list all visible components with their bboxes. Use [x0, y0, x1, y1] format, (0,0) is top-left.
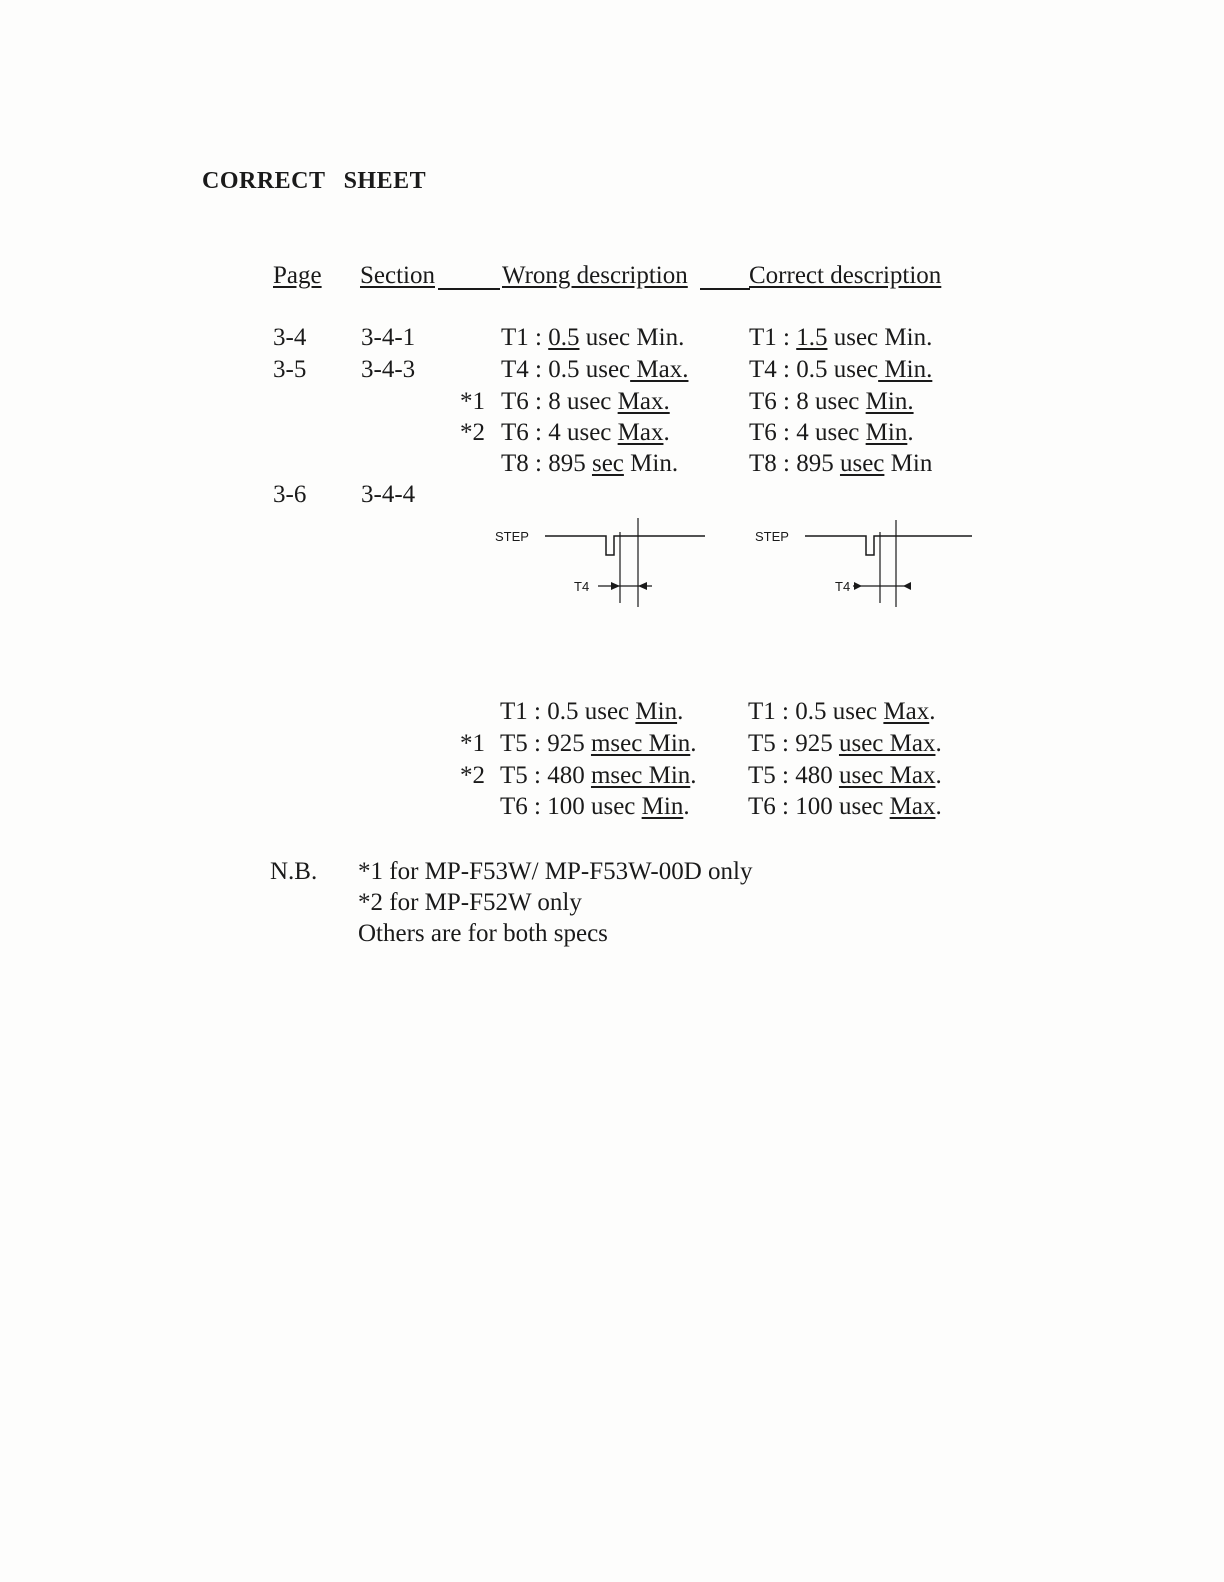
desc-underlined-text: Max — [617, 419, 664, 446]
row-section: 3-4-3 — [361, 356, 416, 383]
row-wrong-description — [500, 793, 690, 821]
desc-underlined-text: sec — [591, 450, 624, 477]
header-correct-description: Correct description — [749, 262, 942, 289]
note-line: Others are for both specs — [358, 920, 608, 947]
row-footnote-mark: *2 — [460, 419, 485, 446]
desc-underlined-text: Min — [865, 419, 908, 446]
desc-text: . — [935, 730, 942, 757]
step-timing-diagram-wrong — [490, 515, 715, 610]
row-section: 3-4-1 — [361, 324, 416, 351]
desc-text: T5 : 925 — [748, 730, 839, 757]
desc-text: T1 : — [749, 324, 797, 351]
row-footnote-mark: *2 — [460, 762, 485, 789]
note-line: *1 for MP-F53W/ MP-F53W-00D only — [358, 858, 753, 885]
desc-underlined-text: msec Min — [590, 762, 691, 789]
desc-text: T6 : 100 usec — [500, 793, 642, 820]
desc-underlined-text: usec Max — [838, 762, 936, 789]
row-wrong-description — [501, 356, 688, 384]
header-underline-gap — [700, 288, 750, 290]
row-correct-description — [748, 762, 942, 790]
desc-underlined-text: Max — [883, 698, 930, 725]
arrowhead — [854, 582, 862, 590]
desc-underlined-text: Min. — [878, 356, 933, 383]
desc-underlined-text: Min — [641, 793, 684, 820]
step-waveform — [545, 536, 705, 555]
row-footnote-mark: *1 — [460, 388, 485, 415]
desc-text: . — [935, 793, 942, 820]
desc-underlined-text: Min. — [865, 388, 914, 415]
note-line: *2 for MP-F52W only — [358, 889, 582, 916]
row-wrong-description — [501, 419, 670, 447]
desc-text: T6 : 8 usec — [501, 388, 618, 415]
header-underline-gap — [438, 288, 500, 290]
header-wrong-description: Wrong description — [502, 262, 688, 289]
arrowhead — [638, 582, 647, 590]
desc-text: . — [907, 419, 914, 446]
desc-text: T4 : 0.5 usec — [749, 356, 879, 383]
row-correct-description — [749, 324, 932, 352]
desc-text: . — [690, 730, 697, 757]
desc-text: T6 : 100 usec — [748, 793, 890, 820]
desc-underlined-text: usec Max — [838, 730, 936, 757]
row-wrong-description — [501, 388, 670, 416]
desc-underlined-text: Min — [635, 698, 678, 725]
row-page: 3-4 — [273, 324, 307, 351]
desc-text: . — [663, 419, 670, 446]
desc-text: T1 : 0.5 usec — [748, 698, 884, 725]
row-wrong-description — [500, 730, 697, 758]
desc-underlined-text: msec Min — [590, 730, 691, 757]
desc-underlined-text: Max. — [617, 388, 670, 415]
desc-text: T1 : — [501, 324, 549, 351]
row-correct-description — [749, 419, 914, 447]
desc-text: T8 : 895 — [749, 450, 840, 477]
row-wrong-description — [501, 450, 678, 478]
row-page: 3-5 — [273, 356, 307, 383]
desc-underlined-text: Max. — [630, 356, 689, 383]
diagram-step-label: STEP — [495, 529, 529, 544]
row-correct-description — [748, 730, 942, 758]
row-wrong-description — [500, 698, 683, 726]
desc-text: T1 : 0.5 usec — [500, 698, 636, 725]
desc-text: T6 : 8 usec — [749, 388, 866, 415]
desc-text: . — [683, 793, 690, 820]
row-correct-description — [749, 356, 932, 384]
desc-text: usec Min. — [579, 324, 685, 351]
row-page: 3-6 — [273, 481, 307, 508]
desc-text: T5 : 925 — [500, 730, 591, 757]
desc-text: Min. — [623, 450, 679, 477]
row-correct-description — [749, 450, 932, 478]
diagram-t4-label: T4 — [835, 579, 851, 594]
notes-label: N.B. — [270, 858, 318, 885]
arrowhead — [611, 582, 620, 590]
row-correct-description — [748, 793, 942, 821]
desc-text: T4 : 0.5 usec — [501, 356, 631, 383]
step-timing-diagram-correct — [750, 515, 975, 610]
header-section: Section — [360, 262, 435, 289]
desc-text: . — [677, 698, 684, 725]
desc-text: T5 : 480 — [748, 762, 839, 789]
desc-text: T6 : 4 usec — [749, 419, 866, 446]
row-wrong-description — [500, 762, 697, 790]
desc-underlined-text: 0.5 — [548, 324, 580, 351]
header-page: Page — [273, 262, 322, 289]
step-waveform — [805, 536, 972, 555]
row-correct-description — [748, 698, 935, 726]
row-footnote-mark: *1 — [460, 730, 485, 757]
desc-underlined-text: 1.5 — [796, 324, 828, 351]
desc-text: . — [690, 762, 697, 789]
page-title: CORRECT SHEET — [202, 168, 427, 194]
desc-text: Min — [884, 450, 933, 477]
diagram-step-label: STEP — [755, 529, 789, 544]
diagram-t4-label: T4 — [574, 579, 590, 594]
desc-text: usec Min. — [827, 324, 933, 351]
desc-underlined-text: usec — [839, 450, 885, 477]
desc-text: . — [929, 698, 936, 725]
desc-text: . — [935, 762, 942, 789]
desc-text: T5 : 480 — [500, 762, 591, 789]
desc-text: T6 : 4 usec — [501, 419, 618, 446]
row-section: 3-4-4 — [361, 481, 416, 508]
arrowhead — [903, 582, 911, 590]
desc-underlined-text: Max — [889, 793, 936, 820]
row-wrong-description — [501, 324, 684, 352]
desc-text: T8 : 895 — [501, 450, 592, 477]
row-correct-description — [749, 388, 914, 416]
